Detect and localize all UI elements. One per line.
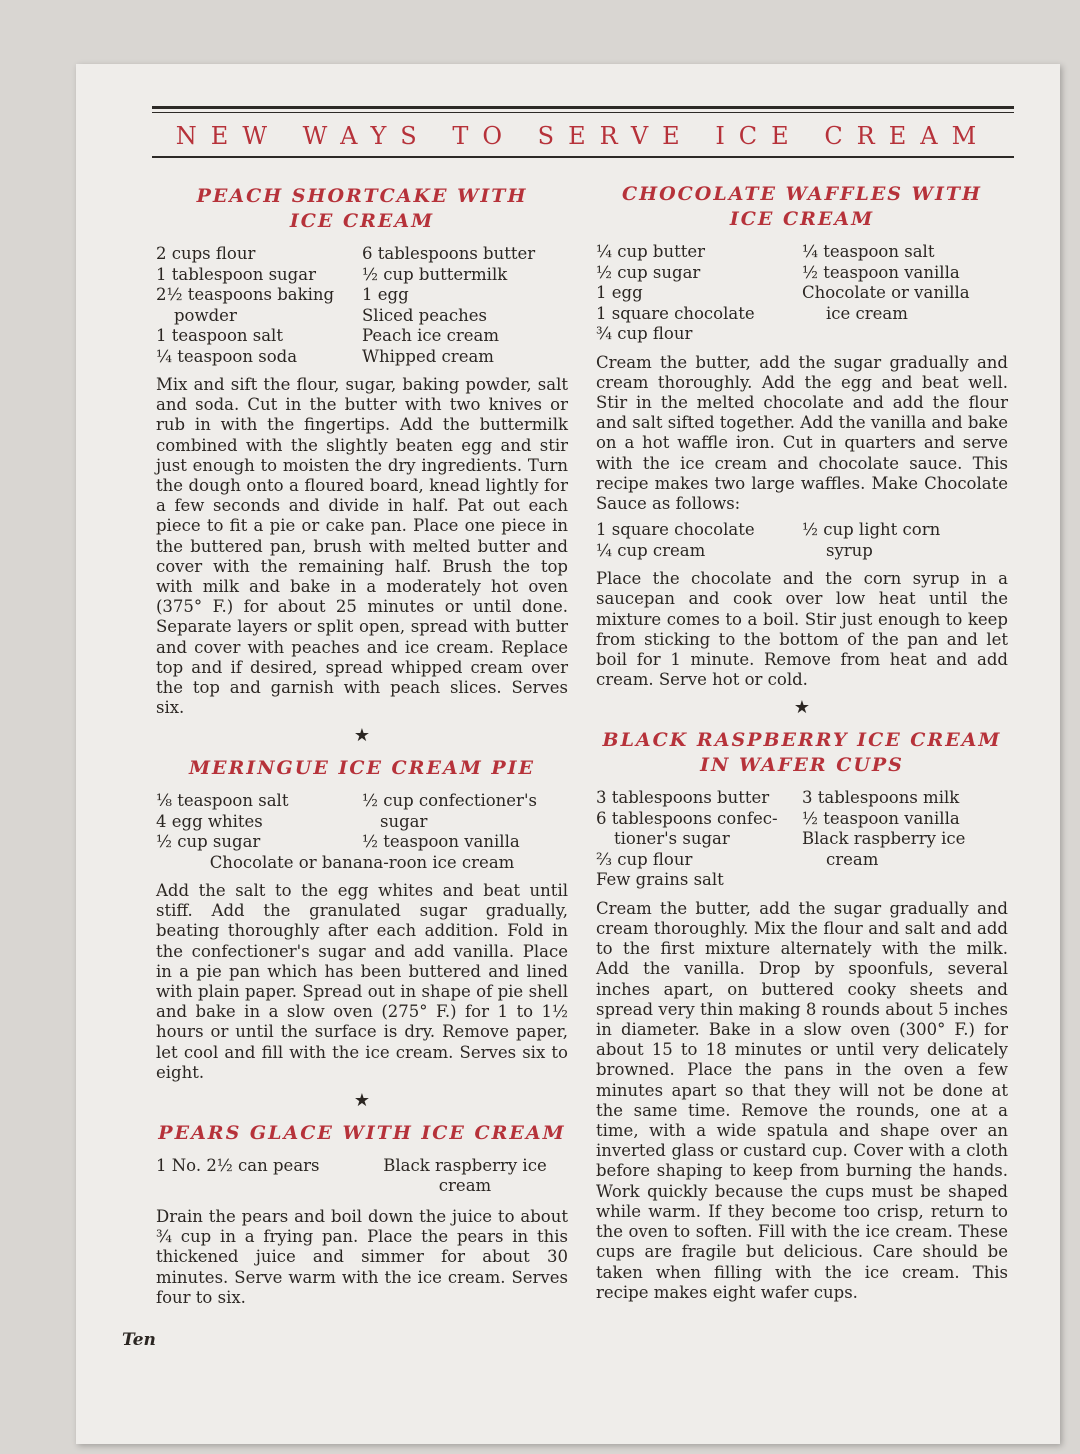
recipe-title-line: BLACK RASPBERRY ICE CREAM xyxy=(602,729,1002,752)
recipe-meringue-pie xyxy=(156,756,568,1083)
ingredient: ½ cup light corn xyxy=(802,520,941,540)
ingredient-column-right xyxy=(802,520,1008,561)
ingredient-column-right xyxy=(802,788,1008,891)
ingredient: ⅛ teaspoon salt xyxy=(156,791,289,811)
ingredient: ½ teaspoon vanilla xyxy=(802,262,960,282)
ingredient: 1 No. 2½ can pears xyxy=(156,1155,320,1175)
recipe-raspberry-wafer-cups xyxy=(596,728,1008,1303)
ingredient: ½ cup sugar xyxy=(596,262,701,282)
recipe-title-line: IN WAFER CUPS xyxy=(700,754,904,777)
ingredient-list xyxy=(156,244,568,367)
ingredient: Black raspberry ice xyxy=(802,829,966,849)
ingredient: 6 tablespoons butter xyxy=(362,244,536,263)
ingredient: ¼ teaspoon soda xyxy=(156,346,298,366)
ingredient-column-left xyxy=(596,788,802,891)
ingredient: 1 egg xyxy=(362,285,409,304)
recipe-title xyxy=(156,184,568,234)
ingredient: 1 square chocolate xyxy=(596,303,755,323)
ingredient-column-left xyxy=(156,1156,362,1197)
ingredient: ½ teaspoon vanilla xyxy=(362,832,520,852)
recipe-pears-glace xyxy=(156,1121,568,1308)
ingredient: Few grains salt xyxy=(596,870,724,890)
ingredient-list xyxy=(596,788,1008,891)
ingredient: syrup xyxy=(826,540,873,560)
ingredient: ½ cup buttermilk xyxy=(362,264,508,284)
booklet-page xyxy=(76,64,1060,1444)
ingredient: Peach ice cream xyxy=(362,326,499,345)
recipe-title-line: CHOCOLATE WAFFLES WITH xyxy=(622,183,982,205)
header-rule-bottom xyxy=(152,156,1014,158)
ingredient-column-right xyxy=(362,244,568,367)
recipe-title xyxy=(596,728,1008,778)
star-divider: ★ xyxy=(353,725,371,747)
ingredient-column-right xyxy=(802,242,1008,345)
recipe-instructions: Drain the pears and boil down the juice to about ¾ cup in a frying pan. Place the pears in this thickened juice and simmer for about 30 minutes. Serve warm with the ice cream. Serves four to six. xyxy=(156,1206,568,1307)
ingredient: 6 tablespoons confec- xyxy=(596,808,778,828)
ingredient: 1 square chocolate xyxy=(596,520,755,540)
ingredient: 4 egg whites xyxy=(156,811,263,831)
sauce-instructions: Place the chocolate and the corn syrup in a saucepan and cook over low heat until the mixture comes to a boil. Stir just enough to keep from sticking to the bottom of the pan and let boil for 1 minute. Remove from heat and add cream. Serve hot or cold. xyxy=(596,569,1008,690)
ingredient: ⅔ cup flour xyxy=(596,849,693,869)
recipe-peach-shortcake xyxy=(156,184,568,718)
recipe-instructions: Cream the butter, add the sugar gradually and cream thoroughly. Add the egg and beat well. Stir in the melted chocolate and add the flour and salt sifted together. Add the vanilla and bake on a hot waffle iron. Cut in quarters and serve with the ice cream and chocolate sauce. This recipe makes two large waffles. Make Chocolate Sauce as follows: xyxy=(596,352,1008,513)
ingredient: ½ cup sugar xyxy=(156,832,261,852)
ingredient: Chocolate or banana-roon ice cream xyxy=(209,852,515,872)
ingredient: ¾ cup flour xyxy=(596,324,693,343)
page-number: Ten xyxy=(122,1330,156,1350)
ingredient: ¼ teaspoon salt xyxy=(802,242,935,261)
ingredient: ½ cup confectioner's xyxy=(362,791,537,811)
ingredient: ½ teaspoon vanilla xyxy=(802,808,960,828)
recipe-chocolate-waffles xyxy=(596,182,1008,690)
ingredient-list xyxy=(156,1156,568,1197)
star-divider: ★ xyxy=(793,697,811,719)
page-header-title: NEW WAYS TO SERVE ICE CREAM xyxy=(175,122,991,150)
ingredient: 1 teaspoon salt xyxy=(156,326,283,345)
right-column xyxy=(596,182,1008,1309)
ingredient: 3 tablespoons butter xyxy=(596,788,770,808)
recipe-title: PEARS GLACE WITH ICE CREAM xyxy=(158,1121,566,1144)
ingredient: 2 cups flour xyxy=(156,244,256,263)
ingredient: Chocolate or vanilla xyxy=(802,283,970,302)
ingredient-column-left xyxy=(156,791,362,853)
sauce-ingredient-list xyxy=(596,520,1008,561)
recipe-title: MERINGUE ICE CREAM PIE xyxy=(189,757,535,780)
ingredient: 1 egg xyxy=(596,283,643,302)
ingredient: tioner's sugar xyxy=(614,829,730,849)
ingredient: 2½ teaspoons baking xyxy=(156,285,335,304)
ingredient-list xyxy=(596,242,1008,345)
ingredient-column-left xyxy=(596,242,802,345)
recipe-title-line: ICE CREAM xyxy=(289,210,435,232)
ingredient: ¼ cup butter xyxy=(596,242,706,261)
ingredient: ¼ cup cream xyxy=(596,540,706,560)
left-column xyxy=(156,184,568,1314)
ingredient: 1 tablespoon sugar xyxy=(156,264,316,284)
recipe-title-line: PEACH SHORTCAKE WITH xyxy=(196,185,528,207)
ingredient: 3 tablespoons milk xyxy=(802,788,960,808)
recipe-title xyxy=(596,182,1008,232)
star-divider: ★ xyxy=(353,1089,371,1111)
ingredient: sugar xyxy=(380,811,428,831)
recipe-instructions: Add the salt to the egg whites and beat until stiff. Add the granulated sugar gradually, beating thoroughly after each addition. Fold in the confectioner's sugar and add vanilla. Place in a pie pan which has been buttered and lined with plain paper. Spread out in shape of pie shell and bake in a slow oven (275° F.) for 1 to 1½ hours or until the surface is dry. Remove paper, let cool and fill with the ice cream. Serves six to eight. xyxy=(156,880,568,1082)
recipe-title-line: ICE CREAM xyxy=(729,208,875,230)
ingredient: cream xyxy=(826,849,879,869)
ingredient-column-left xyxy=(156,244,362,367)
ingredient-list xyxy=(156,791,568,853)
ingredient: Whipped cream xyxy=(362,346,494,366)
ingredient: cream xyxy=(438,1176,492,1196)
header-rule-top-thin xyxy=(152,112,1014,113)
ingredient: ice cream xyxy=(826,303,908,323)
ingredient: Black raspberry ice xyxy=(383,1155,547,1175)
header-rule-top xyxy=(152,106,1014,109)
ingredient-column-right xyxy=(362,1156,568,1197)
recipe-instructions: Cream the butter, add the sugar gradually and cream thoroughly. Mix the flour and salt and add to the first mixture alternately with the milk. Add the vanilla. Drop by spoonfuls, several inches apart, on buttered cooky sheets and spread very thin making 8 rounds about 5 inches in diameter. Bake in a slow oven (300° F.) for about 15 to 18 minutes or until very delicately browned. Place the pans in the oven a few minutes apart so that they will not be done at the same time. Remove the rounds, one at a time, with a wide spatula and shape over an inverted glass or custard cup. Cover with a cloth before shaping to keep from burning the hands. Work quickly because the cups must be shaped while warm. If they become too crisp, return to the oven to soften. Fill with the ice cream. These cups are fragile but delicious. Care should be taken when filling with the ice cream. This recipe makes eight wafer cups. xyxy=(596,898,1008,1302)
ingredient-column-left xyxy=(596,520,802,561)
ingredient: Sliced peaches xyxy=(362,305,487,325)
ingredient-column-right xyxy=(362,791,568,853)
recipe-instructions: Mix and sift the flour, sugar, baking powder, salt and soda. Cut in the butter with two knives or rub in with the fingertips. Add the buttermilk combined with the slightly beaten egg and stir just enough to moisten the dry ingredients. Turn the dough onto a floured board, knead lightly for a few seconds and divide in half. Pat out each piece to fit a pie or cake pan. Place one piece in the buttered pan, brush with melted butter and cover with the remaining half. Brush the top with milk and bake in a moderately hot oven (375° F.) for about 25 minutes or until done. Separate layers or split open, spread with butter and cover with peaches and ice cream. Replace top and if desired, spread whipped cream over the top and garnish with peach slices. Serves six. xyxy=(156,375,568,718)
ingredient: powder xyxy=(174,305,237,325)
